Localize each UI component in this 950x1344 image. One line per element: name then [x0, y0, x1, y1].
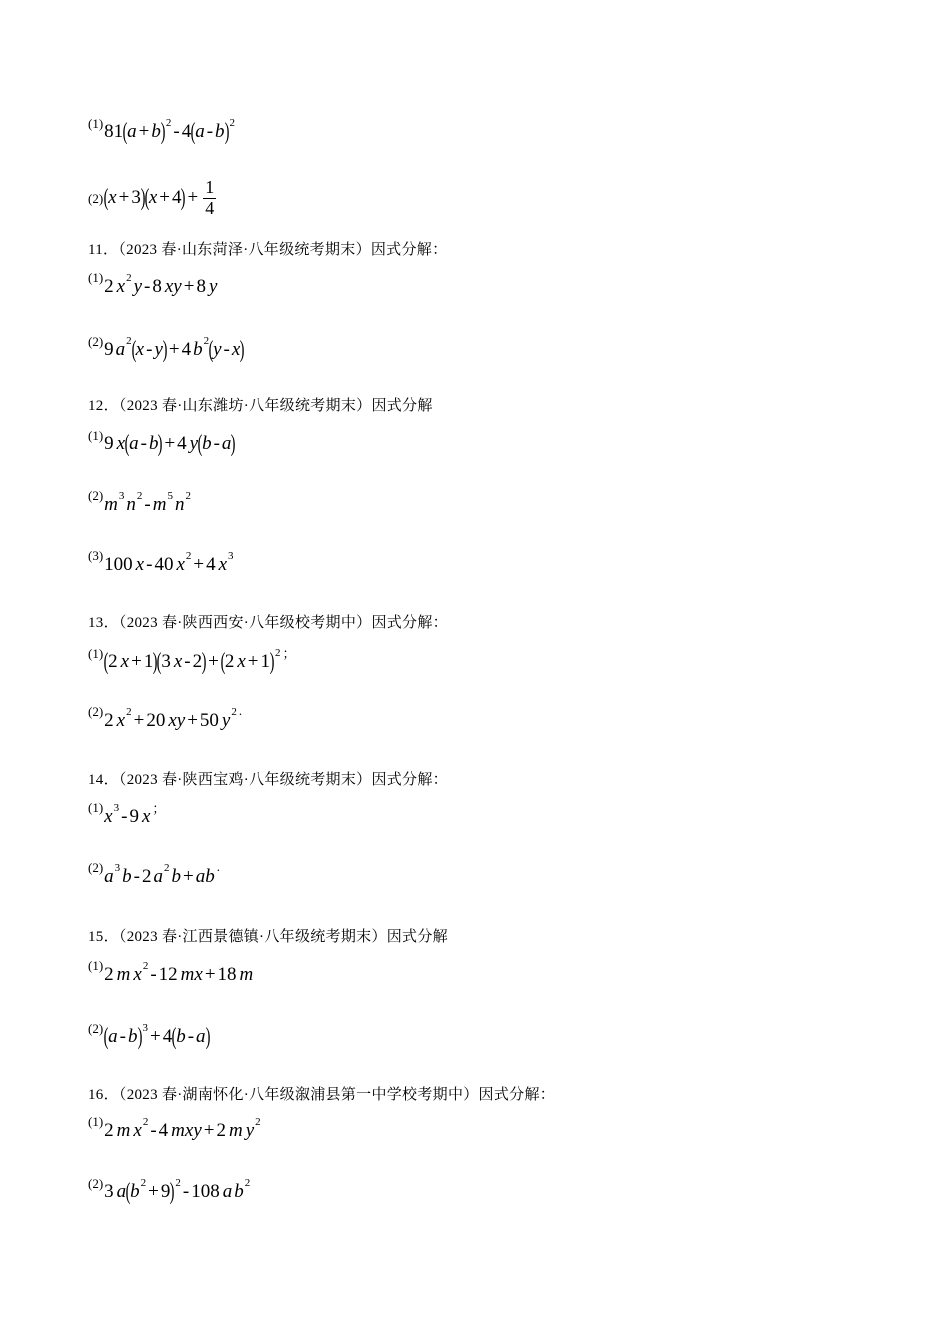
part-label: (2) — [88, 190, 104, 206]
q15-part1 — [88, 958, 254, 986]
part-label: (1) — [88, 646, 104, 661]
question-15: 15．（2023 春·江西景德镇·八年级统考期末）因式分解 — [88, 929, 448, 945]
q16-part2 — [88, 1176, 251, 1205]
math-expression: 81 ( a + b ) $^2$ - 4 ( a - b ) $^2$ — [104, 117, 236, 145]
math-expression: ( 2 x + 1 ) ( 3 x - 2 ) + ( 2 x + 1 ) $^2$ ； — [103, 645, 296, 675]
q15-part2 — [88, 1021, 210, 1050]
math-expression: 100 x - 40 x $^2$ + 4 x $^3$ — [104, 550, 234, 575]
part-label: (3) — [88, 548, 104, 563]
part-label: (1) — [88, 428, 104, 443]
fraction: $\frac{1}{4}$ — [205, 177, 215, 218]
q11-part1 — [88, 270, 218, 298]
part-label: (2) — [88, 334, 104, 349]
part-label: (1) — [88, 1114, 104, 1129]
part-label: (1) — [88, 270, 104, 285]
part-label: (2) — [88, 488, 104, 503]
q13-part2 — [88, 703, 243, 732]
math-expression: 2 m x $^2$ - 12 mx + 18 m — [104, 960, 254, 985]
q10-part1 — [88, 116, 236, 145]
part-label: (1) — [88, 116, 104, 131]
math-expression: 2 m x $^2$ - 4 mxy + 2 m y $^2$ — [104, 1116, 261, 1141]
math-expression: 2 x $^2$ y - 8 xy + 8 y — [104, 272, 218, 297]
math-expression: a $^3$ b - 2 a $^2$ b + ab . — [104, 859, 220, 887]
math-expression: 9 x ( a - b ) + 4 y ( b - a ) — [104, 431, 236, 457]
part-label: (2) — [88, 1176, 104, 1191]
math-expression: 9 a $^2$ ( x - y ) + 4 b $^2$ ( y - x ) — [104, 335, 245, 363]
math-expression: x $^3$ - 9 x ； — [104, 800, 166, 827]
question-12: 12．（2023 春·山东潍坊·八年级统考期末）因式分解 — [88, 398, 433, 414]
question-14: 14．（2023 春·陕西宝鸡·八年级统考期末）因式分解： — [88, 772, 448, 788]
q16-part1 — [88, 1114, 261, 1142]
math-expression: 2 x $^2$ + 20 xy + 50 y $^2$ . — [104, 703, 243, 731]
q13-part1 — [88, 645, 296, 675]
q12-part3 — [88, 548, 234, 576]
question-16: 16．（2023 春·湖南怀化·八年级溆浦县第一中学校考期中）因式分解： — [88, 1087, 556, 1103]
q11-part2 — [88, 334, 245, 363]
part-label: (2) — [88, 704, 104, 719]
math-expression: 3 a ( b $^2$ + 9 ) $^2$ - 108 a b $^2$ — [104, 1177, 251, 1205]
q12-part1 — [88, 428, 236, 457]
question-13: 13．（2023 春·陕西西安·八年级校考期中）因式分解： — [88, 615, 448, 631]
q12-part2 — [88, 488, 191, 516]
q10-part2 — [88, 178, 216, 219]
q14-part2 — [88, 859, 220, 888]
part-label: (1) — [88, 800, 104, 815]
question-11: 11．（2023 春·山东菏泽·八年级统考期末）因式分解： — [88, 242, 448, 258]
part-label: (1) — [88, 958, 104, 973]
math-expression: m $^3$ n $^2$ - m $^5$ n $^2$ — [104, 490, 191, 515]
math-expression: ( x + 3 ) ( x + 4 ) + $\frac{1}{4}$ — [103, 177, 215, 218]
q14-part1 — [88, 800, 166, 828]
part-label: (2) — [88, 1021, 104, 1036]
math-expression: ( a - b ) $^3$ + 4 ( b - a ) — [103, 1022, 210, 1050]
part-label: (2) — [88, 860, 104, 875]
